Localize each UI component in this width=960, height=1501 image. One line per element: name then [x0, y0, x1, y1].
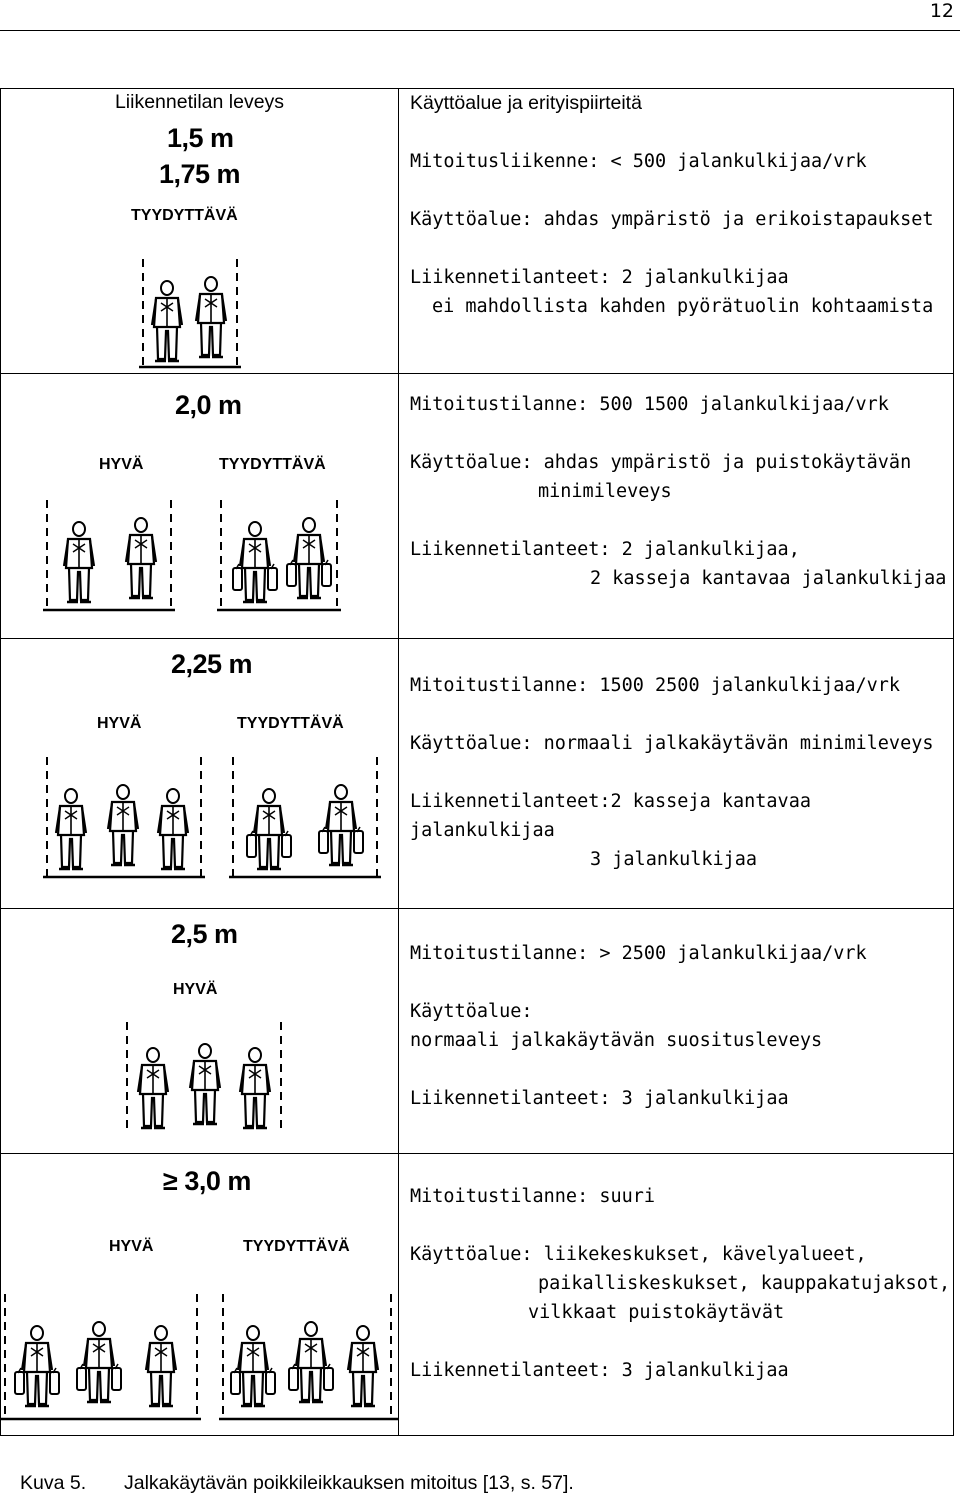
dimension-table — [0, 88, 954, 1436]
description-line: Käyttöalue: — [410, 1001, 533, 1022]
grade-label: HYVÄ — [173, 981, 218, 998]
description-line: Käyttöalue: ahdas ympäristö ja erikoistapaukset — [410, 209, 934, 230]
description-line: Liikennetilanteet: 3 jalankulkijaa — [410, 1088, 789, 1109]
description-line: Käyttöalue: ahdas ympäristö ja puistokäytävän — [410, 452, 912, 473]
row-4-description — [399, 909, 954, 1154]
description-line: Mitoitustilanne: 1500 2500 jalankulkijaa/vrk — [410, 675, 901, 696]
width-label: ≥ 3,0 m — [163, 1166, 251, 1196]
description-line: Mitoitustilanne: 500 1500 jalankulkijaa/vrk — [410, 394, 889, 415]
description-line: Käyttöalue: normaali jalkakäytävän minimileveys — [410, 733, 934, 754]
row-2-description — [399, 374, 954, 639]
row-3-description — [399, 639, 954, 909]
description-line: vilkkaat puistokäytävät — [528, 1302, 785, 1323]
pedestrians-figure — [41, 492, 371, 617]
header-rule — [0, 30, 960, 31]
caption-label: Kuva 5. — [20, 1472, 87, 1494]
row-5-description — [399, 1154, 954, 1436]
caption-text: Jalkakäytävän poikkileikkauksen mitoitus [13, s. 57]. — [124, 1472, 574, 1494]
page-number: 12 — [929, 0, 954, 22]
width-label: 1,75 m — [159, 159, 241, 189]
pedestrians-figure — [139, 249, 244, 369]
grade-label: TYYDYTTÄVÄ — [243, 1238, 350, 1255]
grade-label: TYYDYTTÄVÄ — [237, 715, 344, 732]
grade-label: HYVÄ — [109, 1238, 154, 1255]
row-1-figure-cell — [1, 89, 399, 374]
width-label: 2,0 m — [175, 390, 242, 420]
row-5-figure-cell — [1, 1154, 399, 1436]
description-line: 3 jalankulkijaa — [590, 849, 758, 870]
description-line: Mitoitusliikenne: < 500 jalankulkijaa/vrk — [410, 151, 867, 172]
description-line: Liikennetilanteet:2 kasseja kantavaa jalankulkijaa — [410, 791, 811, 841]
description-line: Käyttöalue: liikekeskukset, kävelyalueet, — [410, 1244, 867, 1265]
row-2-figure-cell — [1, 374, 399, 639]
header-left: Liikennetilan leveys — [114, 91, 285, 113]
description-line: paikalliskeskukset, kauppakatujaksot, — [538, 1273, 951, 1294]
row-4-figure-cell — [1, 909, 399, 1154]
grade-label: TYYDYTTÄVÄ — [219, 456, 326, 473]
grade-label: TYYDYTTÄVÄ — [131, 207, 238, 224]
description-line: Liikennetilanteet: 2 jalankulkijaa, — [410, 539, 800, 560]
description-line: Mitoitustilanne: > 2500 jalankulkijaa/vrk — [410, 943, 867, 964]
description-line: Mitoitustilanne: suuri — [410, 1186, 656, 1207]
figure-caption — [20, 1472, 574, 1495]
grade-label: HYVÄ — [97, 715, 142, 732]
row-3-figure-cell — [1, 639, 399, 909]
description-line: normaali jalkakäytävän suositusleveys — [410, 1030, 823, 1051]
description-line: 2 kasseja kantavaa jalankulkijaa — [590, 568, 947, 589]
pedestrians-figure — [1, 1274, 398, 1424]
width-label: 2,5 m — [171, 919, 238, 949]
description-line: ei mahdollista kahden pyörätuolin kohtaamista — [432, 296, 934, 317]
width-label: 2,25 m — [171, 649, 253, 679]
grade-label: HYVÄ — [99, 456, 144, 473]
pedestrians-figure — [41, 749, 386, 884]
description-line: Liikennetilanteet: 3 jalankulkijaa — [410, 1360, 789, 1381]
header-right: Käyttöalue ja erityispiirteitä — [410, 92, 642, 114]
description-line: Liikennetilanteet: 2 jalankulkijaa — [410, 267, 789, 288]
width-label: 1,5 m — [167, 123, 234, 153]
pedestrians-figure — [121, 1014, 291, 1139]
description-line: minimileveys — [538, 481, 672, 502]
row-1-description — [399, 89, 954, 374]
